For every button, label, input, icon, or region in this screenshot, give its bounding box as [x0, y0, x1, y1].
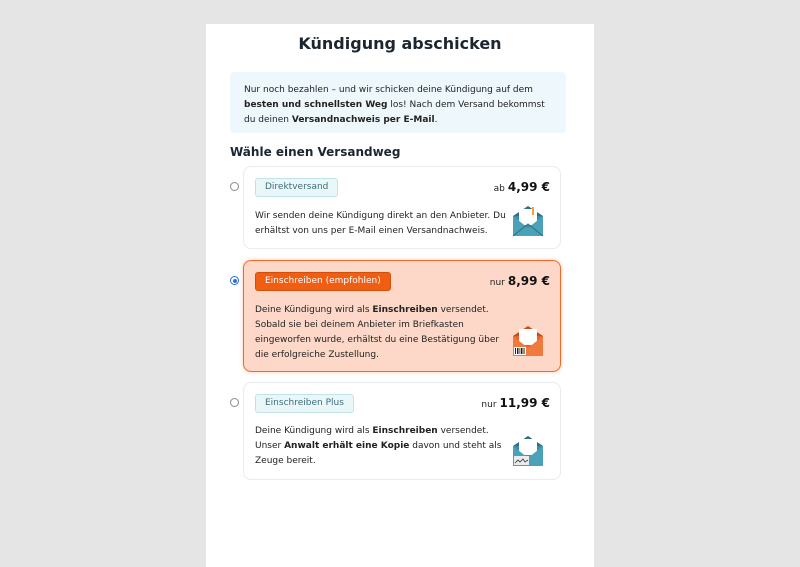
- info-bold-2: Versandnachweis per E-Mail: [291, 115, 435, 125]
- option-description: [255, 424, 507, 469]
- desc-text-2: versendet. Sobald sie bei deinem Anbieter im Briefkasten eingeworfen wurde, erhältst du eine Bestätigung über die erfolgreiche Zustellung.: [255, 305, 500, 360]
- option-price: [481, 396, 550, 410]
- desc-bold-2: Anwalt erhält eine Kopie: [284, 441, 410, 451]
- info-bold-1: besten und schnellsten Weg: [244, 100, 388, 110]
- radio-einschreiben[interactable]: [230, 276, 239, 285]
- envelope-with-document-icon: [512, 205, 544, 237]
- registered-letter-barcode-icon: [512, 325, 544, 357]
- info-box: [230, 72, 566, 133]
- price-prefix: nur: [489, 278, 505, 288]
- option-description: [255, 303, 507, 363]
- desc-text-1: Deine Kündigung wird als: [255, 426, 373, 436]
- checkout-panel: [206, 24, 594, 567]
- envelope-with-signature-icon: [512, 435, 544, 467]
- option-badge: Direktversand: [255, 178, 338, 197]
- section-heading: Wähle einen Versandweg: [230, 145, 401, 159]
- option-card-einschreiben-plus[interactable]: [243, 382, 561, 480]
- price-prefix: ab: [493, 184, 505, 194]
- desc-text-1: Wir senden deine Kündigung direkt an den Anbieter. Du erhältst von uns per E-Mail einen Versandnachweis.: [255, 211, 506, 236]
- price-amount: 8,99 €: [507, 274, 550, 288]
- price-prefix: nur: [481, 400, 497, 410]
- info-text-2: los! Nach dem Versand bekommst du deinen: [244, 100, 545, 125]
- radio-direktversand[interactable]: [230, 182, 239, 191]
- radio-einschreiben-plus[interactable]: [230, 398, 239, 407]
- option-price: [490, 274, 550, 288]
- option-badge: Einschreiben (empfohlen): [255, 272, 391, 291]
- page-title: Kündigung abschicken: [298, 34, 502, 53]
- info-text-3: .: [434, 115, 438, 125]
- desc-text-3: davon und steht als Zeuge bereit.: [255, 441, 502, 466]
- desc-text-1: Deine Kündigung wird als: [255, 305, 373, 315]
- option-card-einschreiben[interactable]: [243, 260, 561, 372]
- desc-text-2: versendet. Unser: [255, 426, 489, 451]
- option-description: [255, 209, 507, 239]
- price-amount: 11,99 €: [499, 396, 550, 410]
- desc-bold-1: Einschreiben: [372, 426, 438, 436]
- info-text-1: Nur noch bezahlen – und wir schicken deine Kündigung auf dem: [244, 85, 533, 95]
- price-amount: 4,99 €: [507, 180, 550, 194]
- option-price: [494, 180, 550, 194]
- desc-bold-1: Einschreiben: [372, 305, 438, 315]
- option-badge: Einschreiben Plus: [255, 394, 354, 413]
- option-card-direktversand[interactable]: [243, 166, 561, 249]
